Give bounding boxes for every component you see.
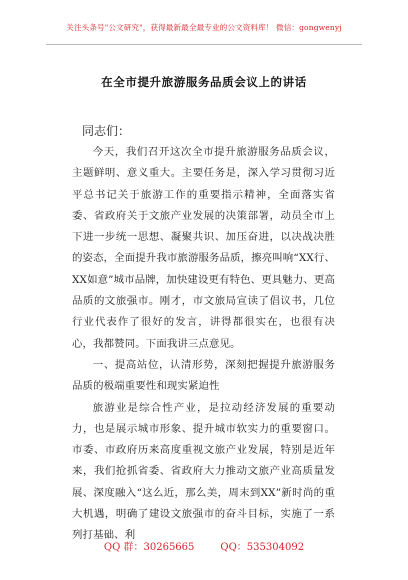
qq-group-number: QQ 群：30265665 (103, 542, 195, 553)
greeting: 同志们： (82, 124, 131, 138)
section-heading-1: 一、提高站位，认清形势，深刻把握提升旅游服务品质的极端重要性和现实紧迫性 (72, 358, 335, 393)
qq-number: QQ：535304092 (220, 542, 305, 553)
header-divider (46, 44, 362, 45)
footer-contact (0, 538, 408, 553)
document-body (72, 142, 335, 547)
document-title: 在全市提升旅游服务品质会议上的讲话 (101, 75, 307, 89)
header-banner: 关注头条号"公文研究"，获得最新最全最专业的公文资料库！ 微信：gongwenyj (66, 23, 342, 32)
body-paragraph-tourism: 旅游业是综合性产业，是拉动经济发展的重要动力，也是展示城市形象、提升城市软实力的重要窗口。市委、市政府历来高度重视文旅产业发展，特别是近年来，我们抢抓省委、省政府大力推动文旅产业高质量发展、深度融入“这么近，那么美，周末到XX”新时尚的重大机遇，明确了建设文旅强市的奋斗目标，实施了一系列打基础、利 (72, 401, 335, 542)
body-paragraph-intro: 今天，我们召开这次全市提升旅游服务品质会议，主题鲜明、意义重大。主要任务是，深入学习贯彻习近平总书记关于旅游工作的重要指示精神，全面落实省委、省政府关于文旅产业发展的决策部署，动员全市上下进一步统一思想、凝聚共识、加压奋进，以决战决胜的姿态，全面提升我市旅游服务品质，擦亮叫响“XX行、XX如意”城市品牌，加快建设更有特色、更具魅力、更高品质的文旅强市。刚才，市文旅局宣读了倡议书，几位行业代表作了很好的发言，讲得都很实在，也很有决心，我都赞同。下面我讲三点意见。 (72, 146, 335, 350)
